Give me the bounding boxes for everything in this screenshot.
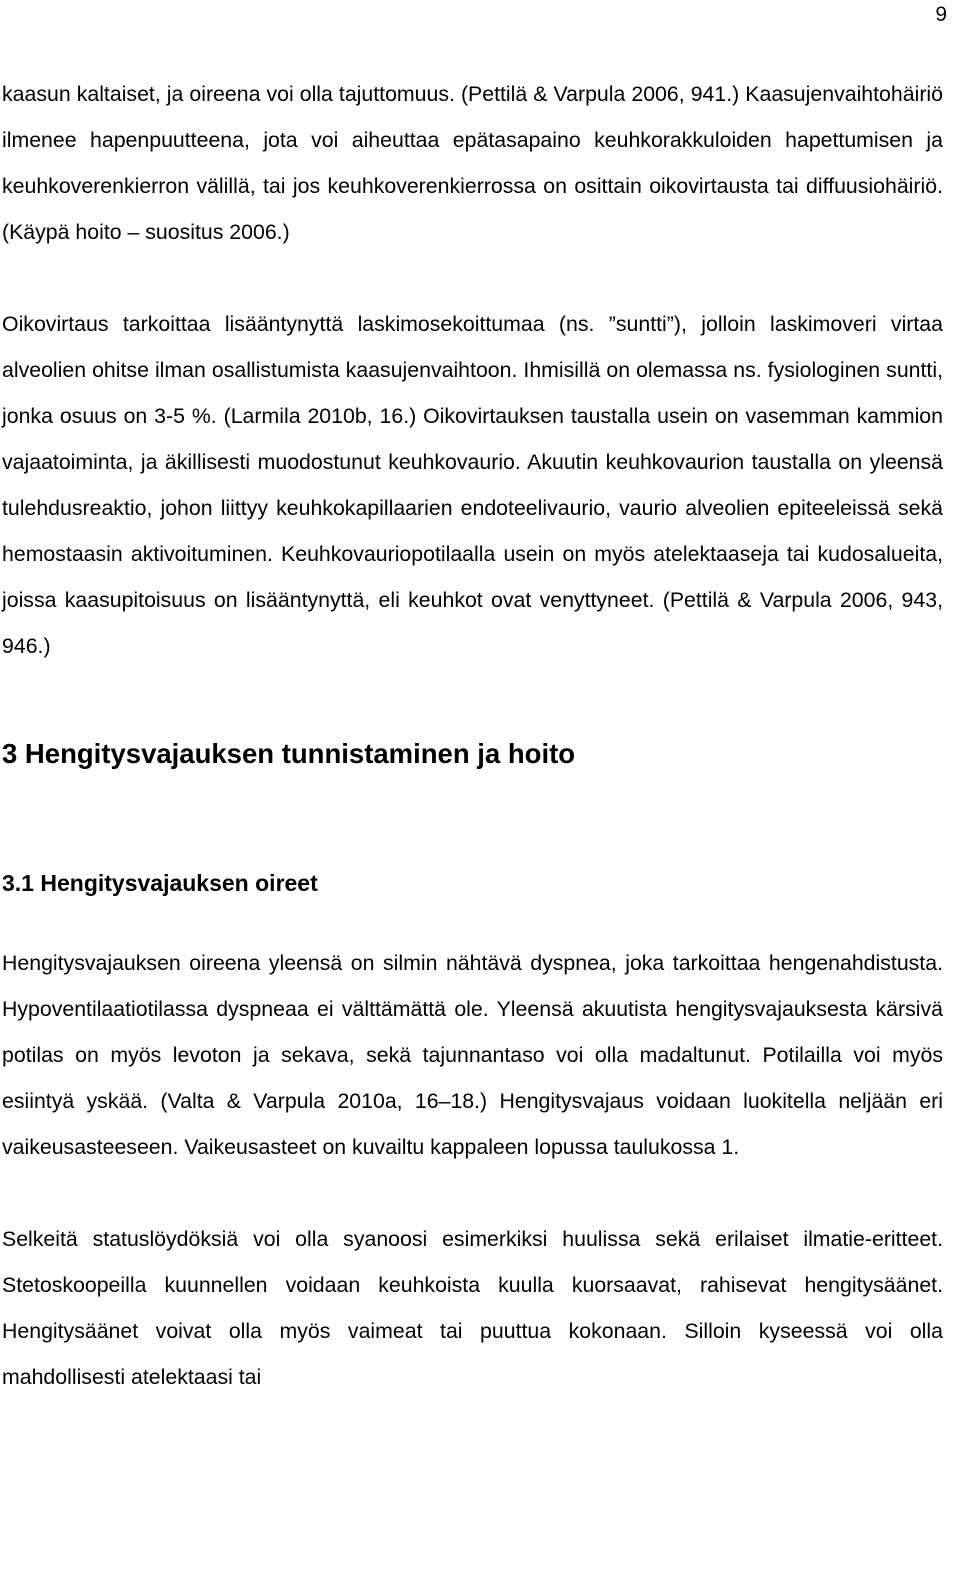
paragraph-shunt: Oikovirtaus tarkoittaa lisääntynyttä laskimosekoittumaa (ns. ”suntti”), jolloin laskimoveri virtaa alveolien ohitse ilman osallistumista kaasujenvaihtoon. Ihmisillä on olemassa ns. fysiologinen suntti, jonka osuus on 3-5 %. (Larmila 2010b, 16.) Oikovirtauksen taustalla usein on vasemman kammion vajaatoiminta, ja äkillisesti muodostunut keuhkovaurio. Akuutin keuhkovaurion taustalla on yleensä tulehdusreaktio, johon liittyy keuhkokapillaarien endoteelivaurio, vaurio alveolien epiteeleissä sekä hemostaasin aktivoituminen. Keuhkovauriopotilaalla usein on myös atelektaaseja tai kudosalueita, joissa kaasupitoisuus on lisääntynyttä, eli keuhkot ovat venyttyneet. (Pettilä & Varpula 2006, 943, 946.) xyxy=(2,312,943,658)
paragraph-spacer xyxy=(2,255,943,301)
paragraph-gas-exchange: kaasun kaltaiset, ja oireena voi olla tajuttomuus. (Pettilä & Varpula 2006, 941.) Kaasujenvaihtohäiriö ilmenee hapenpuutteena, jota voi aiheuttaa epätasapaino keuhkorakkuloiden hapettumisen ja keuhkoverenkierron välillä, tai jos keuhkoverenkierrossa on osittain oikovirtausta tai diffuusiohäiriö. (Käypä hoito – suositus 2006.) xyxy=(2,82,943,244)
section-heading: 3 Hengitysvajauksen tunnistaminen ja hoito xyxy=(2,738,576,769)
paragraph-symptoms: Hengitysvajauksen oireena yleensä on silmin nähtävä dyspnea, joka tarkoittaa hengenahdistusta. Hypoventilaatiotilassa dyspneaa ei välttämättä ole. Yleensä akuutista hengitysvajauksesta kärsivä potilas on myös levoton ja sekava, sekä tajunnantaso voi olla madaltunut. Potilailla voi myös esiintyä yskää. (Valta & Varpula 2010a, 16–18.) Hengitysvajaus voidaan luokitella neljään eri vaikeusasteeseen. Vaikeusasteet on kuvailtu kappaleen lopussa taulukossa 1. xyxy=(2,951,943,1159)
paragraph-spacer xyxy=(2,1170,943,1216)
paragraph-status-findings: Selkeitä statuslöydöksiä voi olla syanoosi esimerkiksi huulissa sekä erilaiset ilmatie-eritteet. Stetoskoopeilla kuunnellen voidaan keuhkoista kuulla kuorsaavat, rahisevat hengitysäänet. Hengitysäänet voivat olla myös vaimeat tai puuttua kokonaan. Silloin kyseessä voi olla mahdollisesti atelektaasi tai xyxy=(2,1227,943,1389)
heading-spacer xyxy=(2,900,943,940)
page-number: 9 xyxy=(935,3,947,26)
subsection-heading: 3.1 Hengitysvajauksen oireet xyxy=(2,870,318,896)
document-body xyxy=(2,71,943,1400)
